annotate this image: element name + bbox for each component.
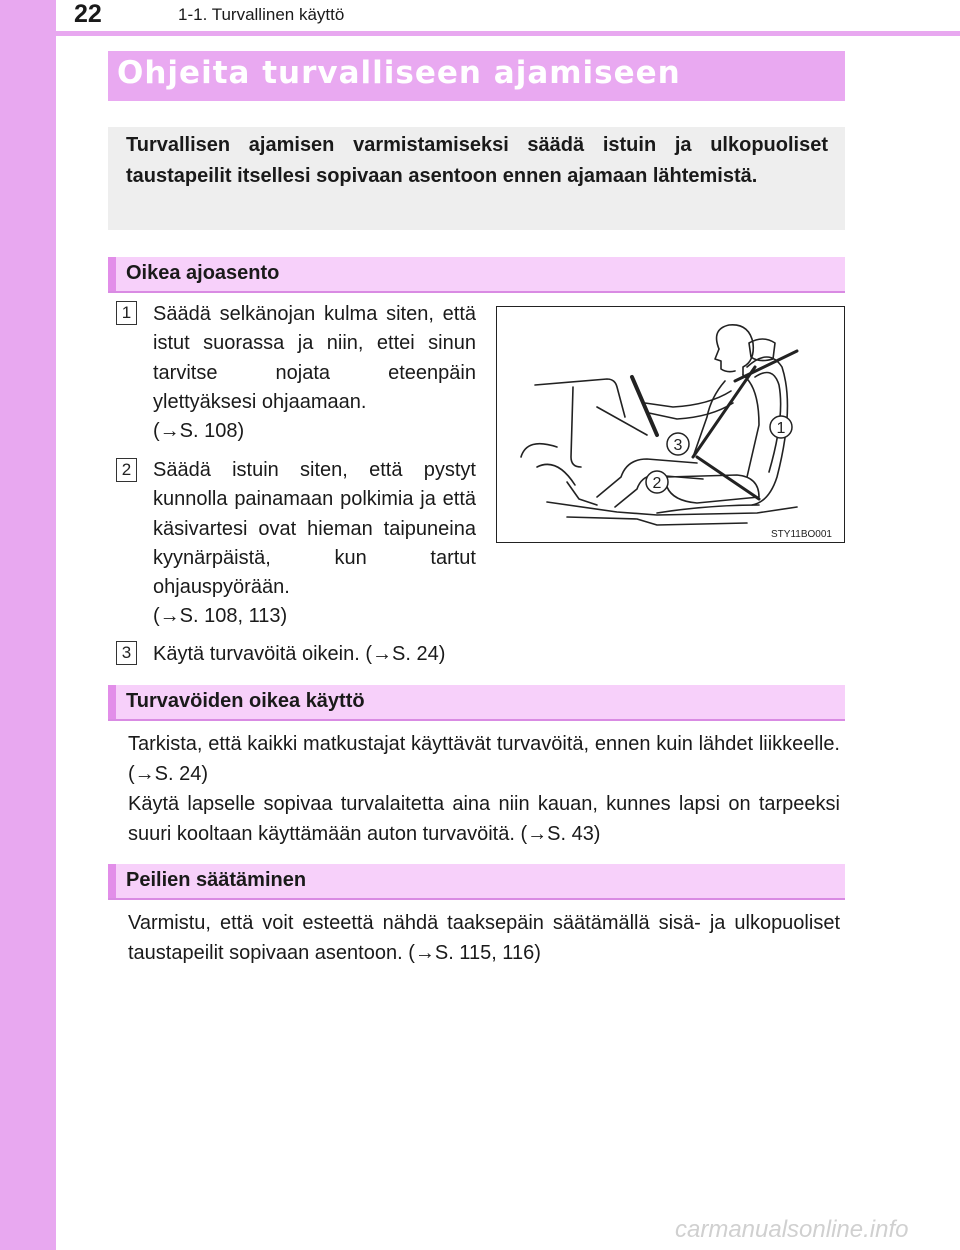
subhead-seatbelt	[108, 685, 845, 721]
seatbelt-paragraph-2: Käytä lapselle sopivaa turvalaitetta aina niin kauan, kunnes lapsi on tarpeeksi suuri kooltaan käyttämään auton turvavöitä. (→S. 43)	[128, 793, 840, 845]
driver-seat-drawing	[497, 307, 844, 542]
subhead-accent	[108, 685, 116, 719]
illustration-code: STY11BO001	[771, 529, 832, 540]
intro-text: Turvallisen ajamisen varmistamiseksi säädä istuin ja ulkopuoliset taustapeilit itsellesi sopivaan asentoon ennen ajamaan lähtemistä.	[126, 134, 828, 187]
subhead-label: Turvavöiden oikea käyttö	[126, 690, 365, 712]
page-number: 22	[74, 0, 102, 28]
callout-2: 2	[652, 475, 662, 492]
header-rule	[0, 31, 960, 36]
watermark: carmanualsonline.info	[675, 1216, 909, 1243]
callout-1: 1	[776, 420, 786, 437]
subhead-accent	[108, 864, 116, 898]
mirrors-paragraph: Varmistu, että voit esteettä nähdä taaksepäin säätämällä sisä- ja ulkopuoliset taustapeilit sopivaan asentoon. (→S. 115, 116)	[128, 912, 840, 964]
item-text: Säädä istuin siten, että pystyt kunnolla painamaan polkimia ja että käsivartesi ovat hieman taipuneina kyynärpäistä, kun tartut ohjauspyörään.	[153, 459, 476, 599]
subhead-accent	[108, 257, 116, 291]
item-number: 3	[116, 641, 137, 665]
driving-position-illustration	[496, 306, 845, 543]
item-number: 2	[116, 458, 137, 482]
item-text: Käytä turvavöitä oikein. (→S. 24)	[153, 643, 446, 665]
page-title: Ohjeita turvalliseen ajamiseen	[117, 55, 681, 91]
callout-3: 3	[673, 437, 683, 454]
item-ref: (→S. 108)	[153, 420, 245, 443]
list-item	[153, 640, 513, 669]
subhead-label: Oikea ajoasento	[126, 262, 280, 284]
list-item	[153, 456, 476, 632]
item-text: Säädä selkänojan kulma siten, että istut suorassa ja niin, ettei sinun tarvitse nojata eteenpäin ylettyäksesi ohjaamaan.	[153, 303, 476, 413]
subhead-label: Peilien säätäminen	[126, 869, 307, 891]
subhead-driving-position	[108, 257, 845, 293]
seatbelt-paragraph-1: Tarkista, että kaikki matkustajat käyttävät turvavöitä, ennen kuin lähdet liikkeelle. (→S. 24)	[128, 733, 840, 785]
item-ref: (→S. 108, 113)	[153, 605, 288, 628]
subhead-mirrors	[108, 864, 845, 900]
section-label: 1-1. Turvallinen käyttö	[178, 5, 345, 24]
callout-markers	[646, 416, 792, 493]
side-tab-strip	[0, 0, 56, 1250]
list-item	[153, 300, 476, 446]
item-number: 1	[116, 301, 137, 325]
